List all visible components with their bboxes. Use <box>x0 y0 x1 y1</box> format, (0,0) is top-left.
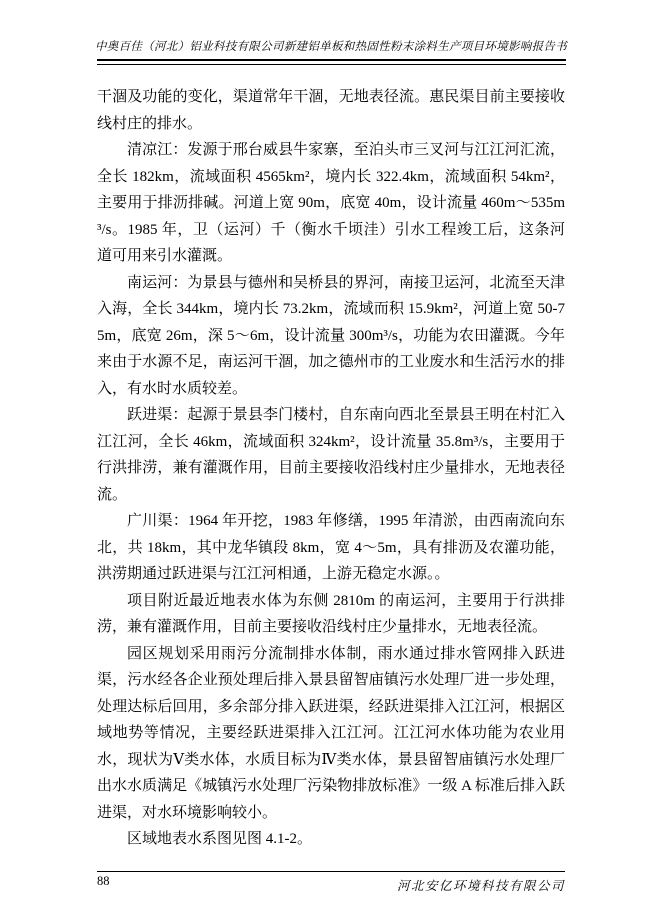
body-paragraph: 区域地表水系图见图 4.1-2。 <box>127 831 312 847</box>
body-paragraph: 南运河：为景县与德州和吴桥县的界河，南接卫运河，北流至天津入海，全长 344km，境内长 73.2km，流域而积 15.9km²，河道上宽 50-75m，底宽 26m，深 5～6m，设计流量 300m³/s，功能为农田灌溉。今年来由于水源不足，南运河干涸，加之德州市的工业废水和生活污水的排入，有水时水质较差。 <box>97 274 565 397</box>
footer-company-name: 河北安亿环境科技有限公司 <box>396 879 565 893</box>
body-paragraph: 干涸及功能的变化，渠道常年干涸，无地表径流。惠民渠目前主要接收线村庄的排水。 <box>97 89 565 132</box>
footer-rule <box>97 871 565 872</box>
body-paragraph: 项目附近最近地表水体为东侧 2810m 的南运河，主要用于行洪排涝，兼有灌溉作用，目前主要接收沿线村庄少量排水，无地表径流。 <box>97 592 565 635</box>
report-header-title: 中奥百佳（河北）铝业科技有限公司新建铝单板和热固性粉末涂料生产项目环境影响报告书 <box>95 41 567 53</box>
body-paragraph: 清凉江：发源于邢台威县牛家寨，至泊头市三叉河与江江河汇流，全长 182km，流域面积 4565km²，境内长 322.4km，流域面积 54km²，主要用于排沥排碱。河道上宽 90m，底宽 40m，设计流量 460m～535m³/s。1985 年，卫（运河）千（衡水千顷洼）引水工程竣工后，这条河道可用来引水灌溉。 <box>97 142 565 264</box>
body-paragraph: 跃进渠：起源于景县李门楼村，自东南向西北至景县王明在村汇入江江河，全长 46km，流域面积 324km²，设计流量 35.8m³/s，主要用于行洪排涝，兼有灌溉作用，目前主要接收沿线村庄少量排水，无地表径流。 <box>97 407 565 503</box>
body-paragraph: 广川渠：1964 年开挖，1983 年修缮，1995 年清淤，由西南流向东北，共 18km，其中龙华镇段 8km，宽 4～5m，具有排沥及农灌功能，洪涝期通过跃进渠与江江河相通，上游无稳定水源。。 <box>97 513 565 582</box>
header-double-rule <box>97 59 566 65</box>
document-body <box>97 84 565 853</box>
body-paragraph: 园区规划采用雨污分流制排水体制，雨水通过排水管网排入跃进渠，污水经各企业预处理后排入景县留智庙镇污水处理厂进一步处理，处理达标后回用，多余部分排入跃进渠，经跃进渠排入江江河，根据区域地势等情况，主要经跃进渠排入江江河。江江河水体功能为农业用水，现状为Ⅴ类水体，水质目标为Ⅳ类水体，景县留智庙镇污水处理厂出水水质满足《城镇污水处理厂污染物排放标准》一级 A 标准后排入跃进渠，对水环境影响较小。 <box>97 645 565 821</box>
page-number: 88 <box>97 874 110 888</box>
